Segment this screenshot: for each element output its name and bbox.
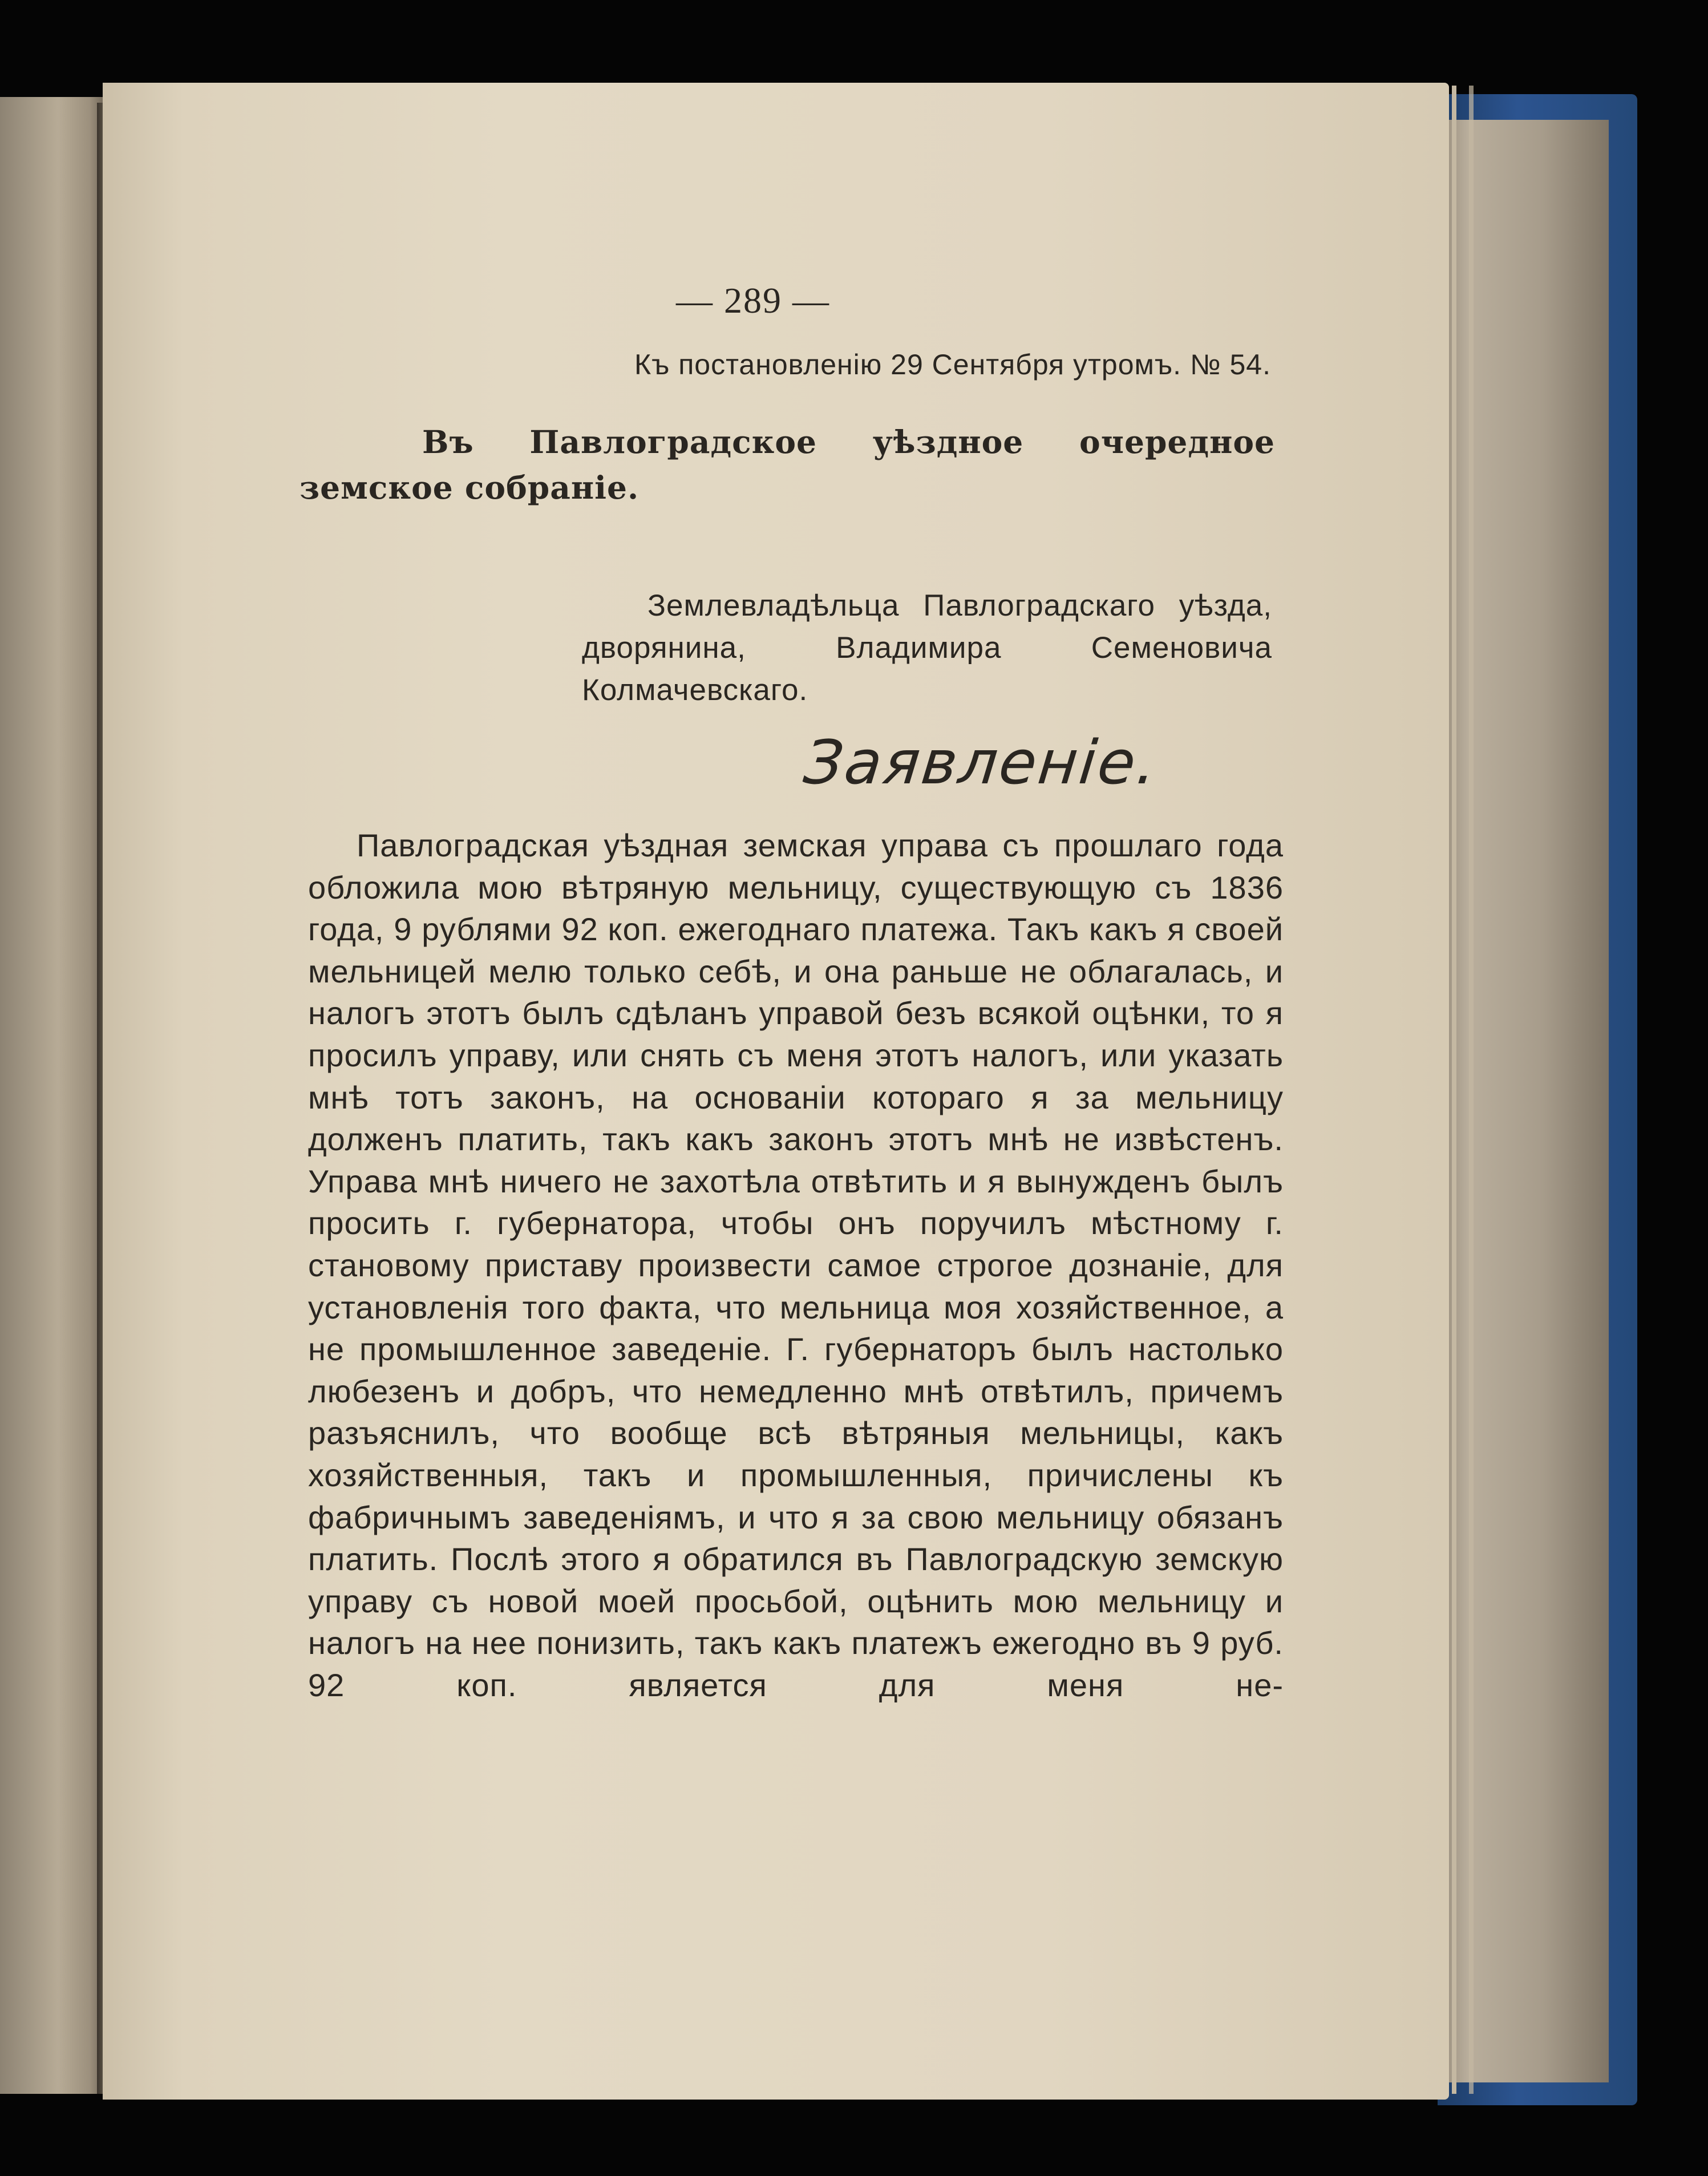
page-edge-line	[1452, 86, 1456, 2094]
page-edge-line	[1469, 86, 1474, 2094]
page-number: — 289 —	[676, 280, 830, 321]
page-stack	[1443, 120, 1609, 2082]
page-text-area	[103, 83, 1449, 2100]
document-title: Заявленіе.	[800, 727, 1162, 798]
resolution-reference: Къ постановленію 29 Сентября утромъ. № 54.	[634, 349, 1271, 381]
left-page-edge	[0, 97, 106, 2094]
body-paragraph: Павлоградская уѣздная земская управа съ прошлаго года обложила мою вѣтряную мельницу, существующую съ 1836 года, 9 рублями 92 коп. ежегоднаго платежа. Такъ какъ я своей мельницей мелю только себѣ, и она раньше не облагалась, и налогъ этотъ былъ сдѣланъ управой безъ всякой оцѣнки, то я просилъ управу, или снять съ меня этотъ налогъ, или указать мнѣ тотъ законъ, на основаніи котораго я за мельницу долженъ платить, такъ какъ законъ этотъ мнѣ не извѣстенъ. Управа мнѣ ничего не захотѣла отвѣтить и я вынужденъ былъ просить г. губернатора, чтобы онъ поручилъ мѣстному г. становому приставу произвести самое строгое дознаніе, для установленія того факта, что мельница моя хозяйственное, а не промышленное заведеніе. Г. губернаторъ былъ настолько любезенъ и добръ, что немедленно мнѣ отвѣтилъ, причемъ разъяснилъ, что вообще всѣ вѣтряныя мельницы, какъ хозяйственныя, такъ и промышленныя, причислены къ фабричнымъ заведеніямъ, и что я за свою мельницу обязанъ платить. Послѣ этого я обратился въ Павлоградскую земскую управу съ новой моей просьбой, оцѣнить мою мельницу и налогъ на нее понизить, такъ какъ платежъ ежегодно въ 9 руб. 92 коп. является для меня не-	[308, 827, 1284, 1703]
applicant-info: Землевладѣльца Павлоградскаго уѣзда, дворянина, Владимира Семеновича Колмачевскаго.	[582, 589, 1272, 707]
addressee-heading: Въ Павлоградское уѣздное очередное земское собраніе.	[299, 423, 1275, 506]
